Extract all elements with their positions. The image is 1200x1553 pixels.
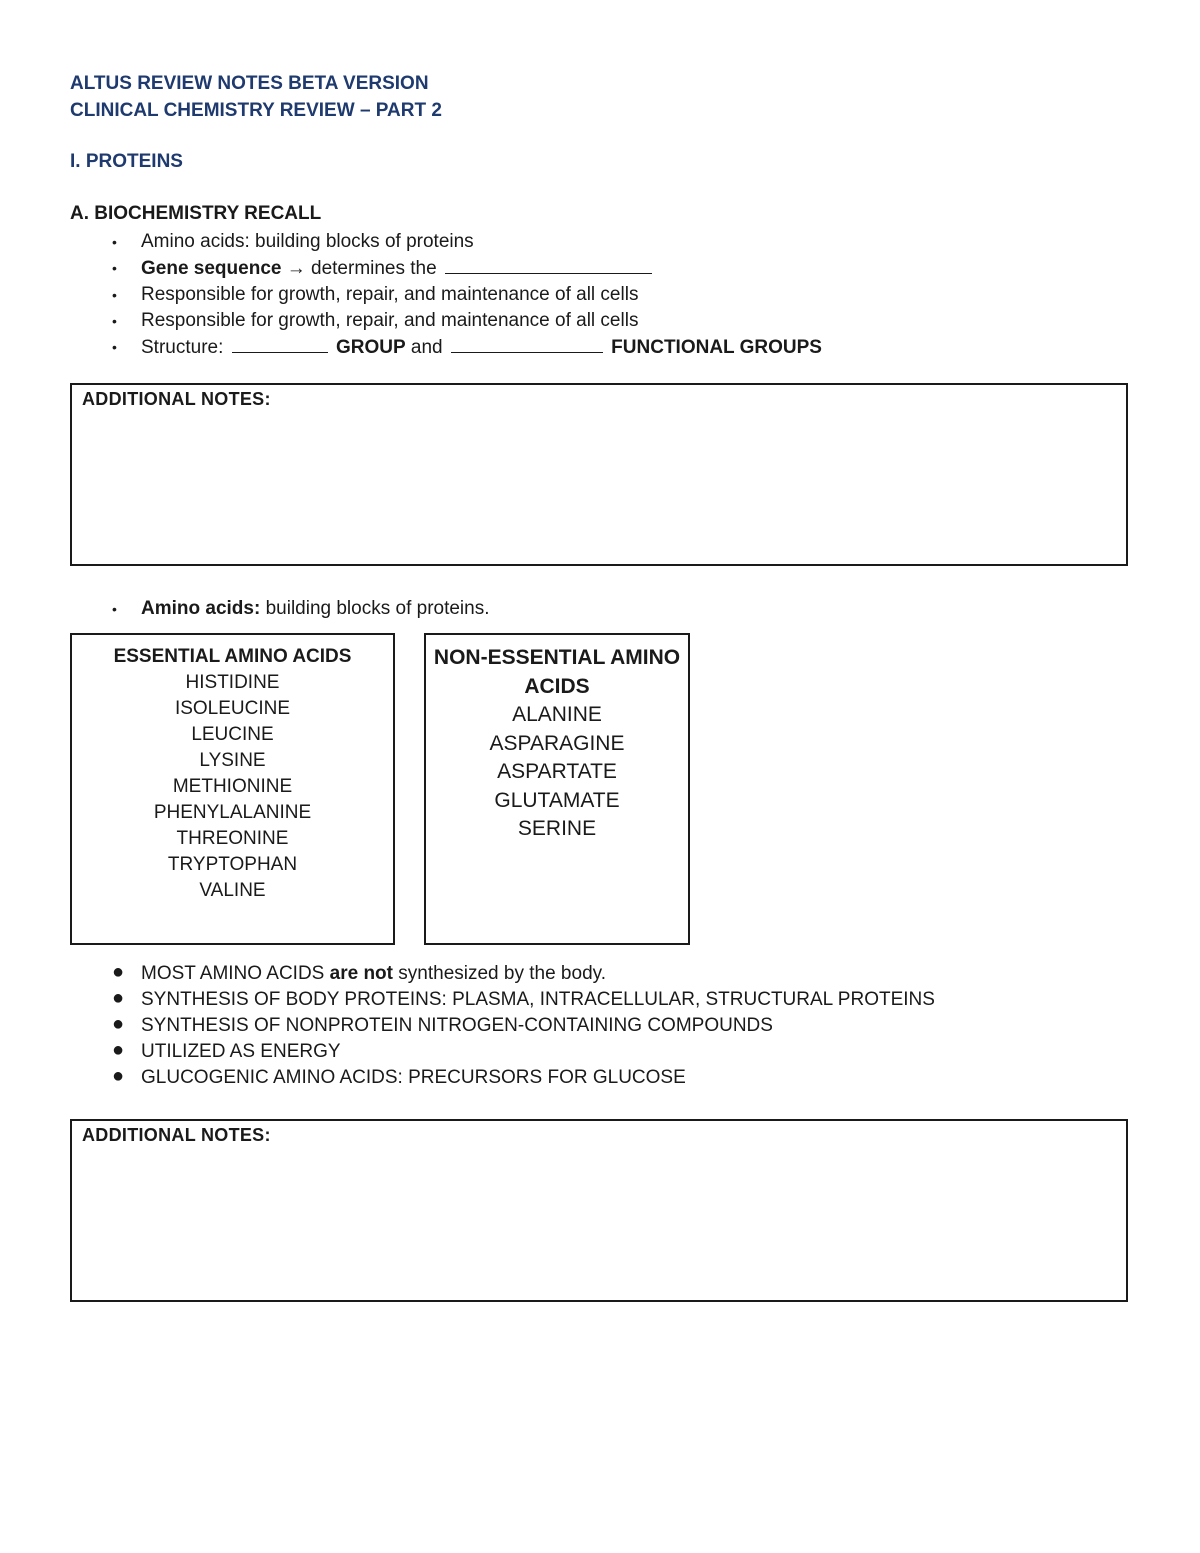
notes-label: ADDITIONAL NOTES: — [82, 1125, 271, 1145]
list-item: • Responsible for growth, repair, and maintenance of all cells — [112, 308, 822, 334]
list-item: ● MOST AMINO ACIDS are not synthesized by the body. — [112, 961, 606, 984]
amino-intro-list — [112, 596, 490, 622]
bullet-icon: ● — [112, 961, 125, 983]
subsection-heading: A. BIOCHEMISTRY RECALL — [70, 203, 322, 224]
fill-in-blank[interactable] — [451, 334, 603, 353]
notes-label: ADDITIONAL NOTES: — [82, 389, 271, 409]
amino-acid-item: TRYPTOPHAN — [167, 854, 298, 875]
list-item: ● UTILIZED AS ENERGY — [112, 1039, 341, 1062]
recall-bullet-list — [112, 229, 822, 361]
amino-acid-item: GLUTAMATE — [494, 788, 620, 812]
essential-amino-acids-box — [70, 633, 395, 945]
fill-in-blank[interactable] — [445, 255, 652, 274]
amino-acid-item: SERINE — [517, 817, 597, 840]
box-title: ACIDS — [524, 674, 590, 698]
bullet-icon: • — [112, 601, 117, 617]
arrow-right-icon: → — [286, 258, 306, 279]
amino-acid-item: ISOLEUCINE — [174, 698, 291, 719]
amino-acid-item: ASPARAGINE — [489, 731, 625, 755]
amino-acid-item: HISTIDINE — [185, 672, 280, 693]
additional-notes-box[interactable] — [70, 383, 1128, 566]
list-item: • Responsible for growth, repair, and maintenance of all cells — [112, 282, 822, 308]
amino-acid-item: ASPARTATE — [497, 760, 617, 783]
bullet-icon: ● — [112, 987, 125, 1009]
amino-acid-item: LEUCINE — [191, 724, 274, 745]
amino-acid-item: THREONINE — [176, 828, 289, 849]
amino-acid-item: PHENYLALANINE — [153, 802, 312, 823]
additional-notes-box[interactable] — [70, 1119, 1128, 1302]
bullet-icon: • — [112, 287, 117, 303]
amino-facts-list — [112, 961, 935, 1091]
section-heading: I. PROTEINS — [70, 151, 183, 172]
non-essential-amino-acids-box — [424, 633, 690, 945]
box-title: NON-ESSENTIAL AMINO — [433, 646, 681, 669]
bullet-icon: ● — [112, 1039, 125, 1061]
list-item: ● SYNTHESIS OF BODY PROTEINS: PLASMA, INTRACELLULAR, STRUCTURAL PROTEINS — [112, 987, 935, 1010]
list-item: ● SYNTHESIS OF NONPROTEIN NITROGEN-CONTAINING COMPOUNDS — [112, 1013, 773, 1036]
amino-acid-item: LYSINE — [199, 750, 266, 771]
fill-in-blank[interactable] — [232, 334, 328, 353]
bullet-icon: • — [112, 339, 117, 355]
bullet-icon: ● — [112, 1065, 125, 1087]
bullet-icon: • — [112, 313, 117, 329]
list-item: • Amino acids: building blocks of proteins. — [112, 596, 490, 622]
bullet-icon: • — [112, 260, 117, 276]
list-item: ● GLUCOGENIC AMINO ACIDS: PRECURSORS FOR GLUCOSE — [112, 1065, 686, 1088]
bullet-icon: ● — [112, 1013, 125, 1035]
list-item: • Structure: GROUP and FUNCTIONAL GROUPS — [112, 334, 822, 361]
amino-acid-item: METHIONINE — [172, 776, 293, 797]
document-title: ALTUS REVIEW NOTES BETA VERSION — [70, 73, 429, 94]
document-subtitle: CLINICAL CHEMISTRY REVIEW – PART 2 — [70, 100, 442, 121]
bullet-icon: • — [112, 234, 117, 250]
list-item: • Amino acids: building blocks of proteins — [112, 229, 822, 255]
amino-acid-item: ALANINE — [512, 703, 602, 726]
box-title: ESSENTIAL AMINO ACIDS — [113, 646, 352, 667]
list-item: • Gene sequence → determines the — [112, 255, 822, 282]
amino-acid-item: VALINE — [199, 880, 266, 901]
